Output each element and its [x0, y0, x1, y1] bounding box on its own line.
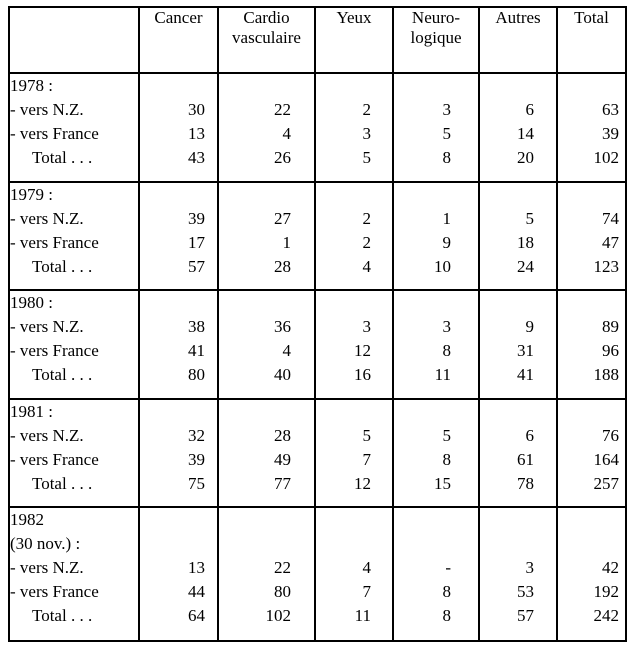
france-label: - vers France — [10, 232, 99, 252]
france-label: - vers France — [10, 124, 99, 143]
total-cell: 63 39 102 — [557, 73, 626, 182]
header-yeux: Yeux — [315, 7, 393, 73]
total-label: Total . . . — [32, 256, 93, 276]
france-label: - vers France — [10, 449, 99, 469]
table-row — [9, 399, 626, 508]
header-cancer: Cancer — [139, 7, 218, 73]
nz-label: - vers N.Z. — [10, 208, 84, 228]
header-total: Total — [557, 7, 626, 73]
total-label: Total . . . — [32, 473, 93, 493]
cardio-cell: 27 1 28 — [218, 182, 315, 291]
cardio-cell: 22 4 26 — [218, 73, 315, 182]
cardio-cell: 22 80 102 — [218, 507, 315, 641]
autres-cell: 6 14 20 — [479, 73, 557, 182]
header-cardio: Cardio vasculaire — [218, 7, 315, 73]
nz-label: - vers N.Z. — [10, 558, 84, 578]
year-note: (30 nov.) : — [10, 534, 81, 554]
autres-cell: 6 61 78 — [479, 399, 557, 508]
total-label: Total . . . — [32, 148, 93, 167]
cancer-cell: 39 17 57 — [139, 182, 218, 291]
year-label: 1978 : — [10, 76, 53, 95]
evacuation-table — [8, 6, 627, 642]
cancer-cell: 13 44 64 — [139, 507, 218, 641]
neuro-cell: 5 8 15 — [393, 399, 479, 508]
yeux-cell: 2 3 5 — [315, 73, 393, 182]
table-header — [9, 7, 626, 73]
row-labels — [9, 399, 139, 508]
row-labels — [9, 182, 139, 291]
row-labels — [9, 507, 139, 641]
total-label: Total . . . — [32, 606, 93, 626]
nz-label: - vers N.Z. — [10, 317, 84, 337]
table-row — [9, 73, 626, 182]
row-labels — [9, 73, 139, 182]
nz-label: - vers N.Z. — [10, 100, 84, 119]
total-cell: 89 96 188 — [557, 290, 626, 399]
autres-cell: 9 31 41 — [479, 290, 557, 399]
header-blank-cell — [9, 7, 139, 73]
yeux-cell: 5 7 12 — [315, 399, 393, 508]
cancer-cell: 38 41 80 — [139, 290, 218, 399]
year-label: 1980 : — [10, 293, 53, 313]
cancer-cell: 32 39 75 — [139, 399, 218, 508]
autres-cell: 3 53 57 — [479, 507, 557, 641]
total-cell: 42 192 242 — [557, 507, 626, 641]
neuro-cell: 1 9 10 — [393, 182, 479, 291]
header-neuro: Neuro- logique — [393, 7, 479, 73]
france-label: - vers France — [10, 582, 99, 602]
table-row — [9, 507, 626, 641]
year-label: 1982 — [10, 510, 44, 530]
year-label: 1979 : — [10, 184, 53, 204]
cancer-cell: 30 13 43 — [139, 73, 218, 182]
row-labels — [9, 290, 139, 399]
yeux-cell: 4 7 11 — [315, 507, 393, 641]
cardio-cell: 28 49 77 — [218, 399, 315, 508]
neuro-cell: 3 8 11 — [393, 290, 479, 399]
nz-label: - vers N.Z. — [10, 425, 84, 445]
yeux-cell: 3 12 16 — [315, 290, 393, 399]
autres-cell: 5 18 24 — [479, 182, 557, 291]
total-cell: 76 164 257 — [557, 399, 626, 508]
cardio-cell: 36 4 40 — [218, 290, 315, 399]
header-autres: Autres — [479, 7, 557, 73]
year-label: 1981 : — [10, 401, 53, 421]
total-label: Total . . . — [32, 365, 93, 385]
table-row — [9, 290, 626, 399]
france-label: - vers France — [10, 341, 99, 361]
yeux-cell: 2 2 4 — [315, 182, 393, 291]
neuro-cell: - 8 8 — [393, 507, 479, 641]
table-row — [9, 182, 626, 291]
neuro-cell: 3 5 8 — [393, 73, 479, 182]
total-cell: 74 47 123 — [557, 182, 626, 291]
